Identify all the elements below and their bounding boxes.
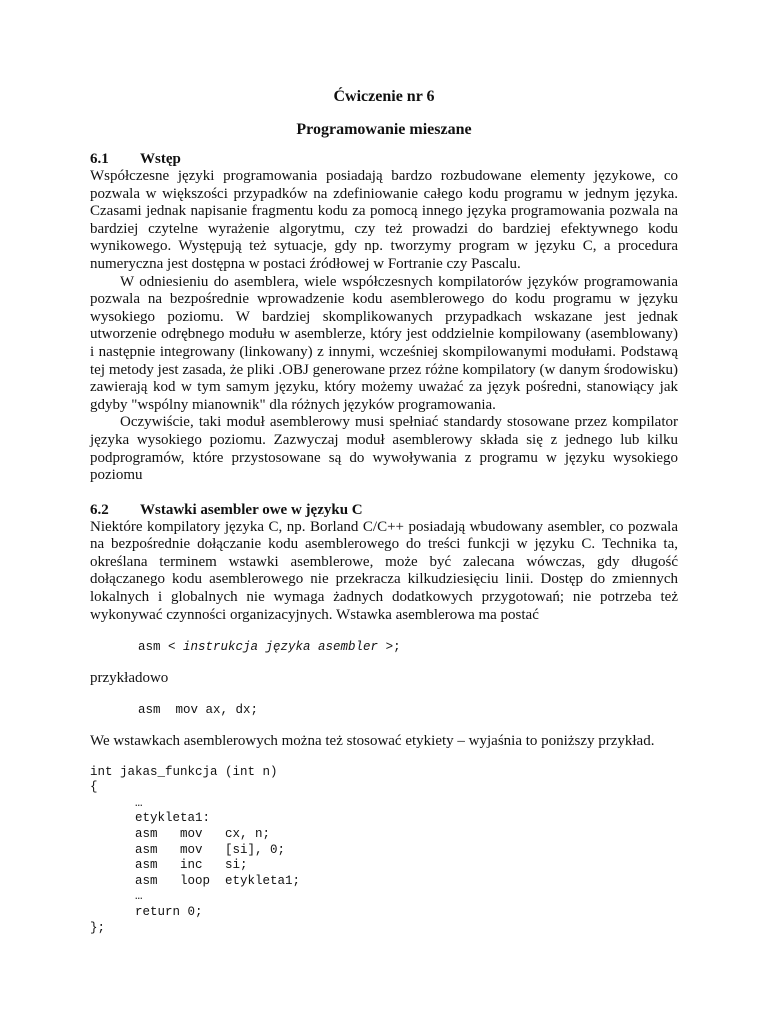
syntax-end: >;: [385, 640, 401, 655]
paragraph: Niektóre kompilatory języka C, np. Borland C/C++ posiadają wbudowany asembler, co pozwala na bezpośrednie dołączanie kodu asemblerowego do treści funkcji w języku C. Technika ta, określana terminem wstawki asemblerowe, może być zalecana wówczas, gdy długość dołączanego kodu asemblerowego nie przekracza kilkudziesięciu linii. Dostęp do zmiennych lokalnych i globalnych nie wymaga żadnych dodatkowych przygotowań; nie potrzeba też wykonywać czynności organizacyjnych. Wstawka asemblerowa ma postać: [90, 518, 678, 623]
exercise-title: Ćwiczenie nr 6: [333, 88, 435, 105]
paragraph: Współczesne języki programowania posiadają bardzo rozbudowane elementy językowe, co pozwala w większości przypadków na zdefiniowanie całego kodu programu w jednym języka. Czasami jednak napisanie fragmentu kodu za pomocą innego języka programowania pozwala na bardziej czytelne wyrażenie algorytmu, czy też prowadzi do bardziej efektywnego kodu wynikowego. Występują też sytuacje, gdy np. tworzymy program w języku C, a procedura numeryczna jest dostępna w postaci źródłowej w Fortranie czy Pascalu.: [90, 168, 678, 272]
paragraph: Oczywiście, taki moduł asemblerowy musi spełniać standardy stosowane przez kompilator języka wysokiego poziomu. Zazwyczaj moduł asemblerowy składa się z jednego lub kilku podprogramów, które przystosowane są do wywoływania z programu w języku wysokiego poziomu: [90, 414, 678, 484]
example-code: asm mov ax, dx;: [138, 703, 259, 718]
syntax-keyword: asm <: [138, 640, 176, 655]
syntax-argument: instrukcja języka asembler: [183, 640, 379, 655]
example-label: przykładowo: [90, 669, 169, 686]
paragraph: W odniesieniu do asemblera, wiele współczesnych kompilatorów języków programowania pozwala na bezpośrednie wprowadzenie kodu asemblerowego do kodu programu w języku wysokiego poziomu. W bardziej skomplikowanych przypadkach wskazane jest jednak utworzenie odrębnego modułu w asemblerze, który jest oddzielnie kompilowany (asemblowany) i następnie integrowany (linkowany) z innymi, wcześniej skompilowanymi modułami. Podstawą tej metody jest zasada, że pliki .OBJ generowane przez różne kompilatory (w danym środowisku) zawierają kod w tym samym języku, który możemy uważać za język pośredni, stanowiący jak gdyby "wspólny mianownik" dla różnych języków programowania.: [90, 273, 678, 413]
section-number: 6.2: [90, 501, 109, 518]
section-heading-6-1: [90, 150, 678, 168]
exercise-subtitle: Programowanie mieszane: [296, 121, 472, 138]
section-title: Wstęp: [140, 151, 181, 167]
paragraph: We wstawkach asemblerowych można też stosować etykiety – wyjaśnia to poniższy przykład.: [90, 733, 655, 750]
section-heading-6-2: [90, 501, 678, 519]
page-content: [90, 82, 678, 936]
code-block: int jakas_funkcja (int n) { … etykleta1: asm mov cx, n; asm mov [si], 0; asm inc si; asm loop etykleta1; … return 0; };: [90, 764, 301, 935]
section-title: Wstawki asembler owe w języku C: [140, 501, 363, 518]
syntax-line: [138, 640, 678, 656]
section-number: 6.1: [90, 151, 109, 167]
